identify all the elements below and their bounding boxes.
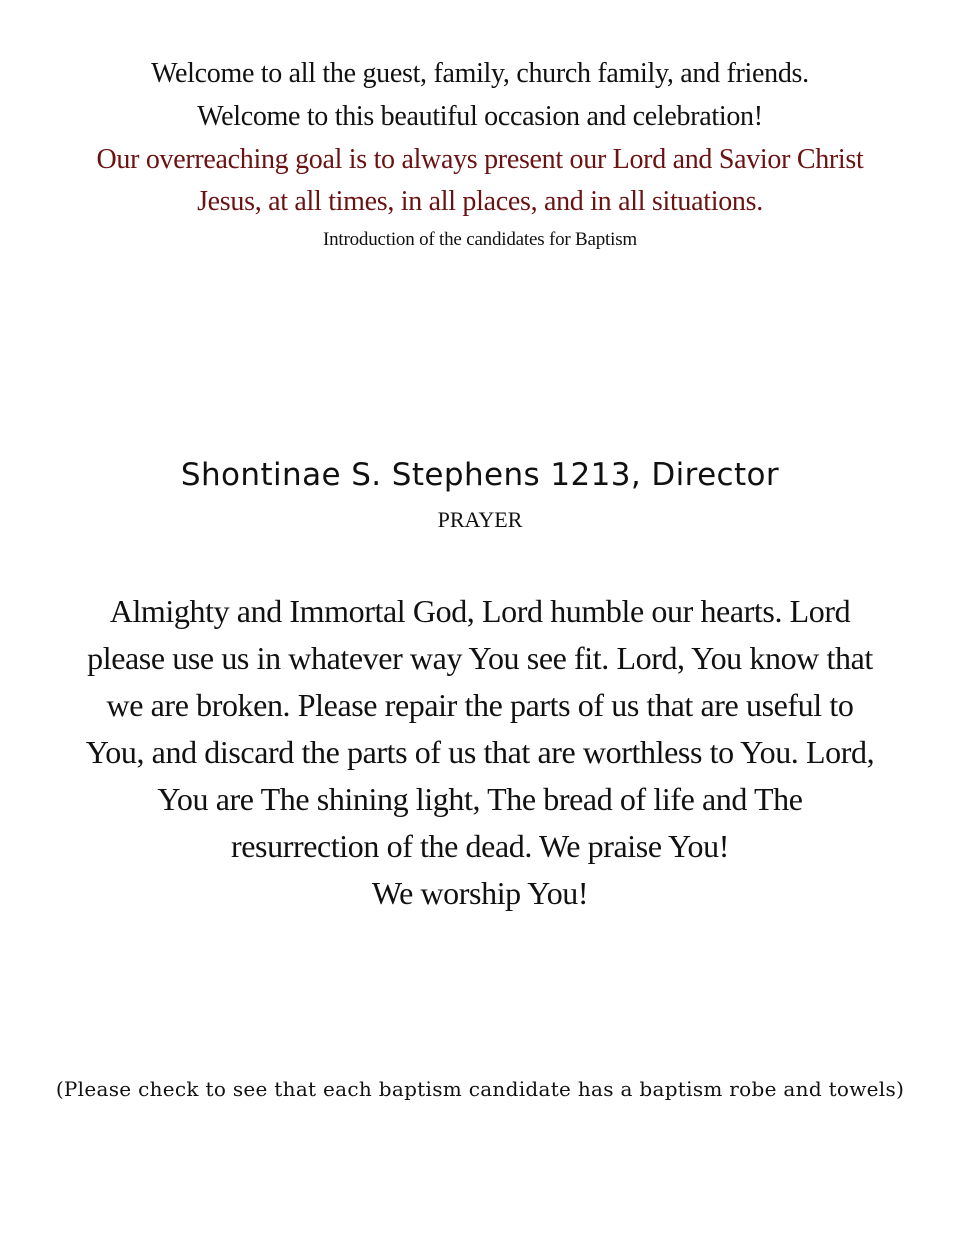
robe-towel-note: (Please check to see that each baptism candidate has a baptism robe and towels) — [55, 1077, 905, 1101]
prayer-line-5: You are The shining light, The bread of life and The — [157, 781, 803, 817]
introduction-heading: Introduction of the candidates for Baptism — [323, 229, 637, 250]
goal-line-2: Jesus, at all times, in all places, and in all situations. — [197, 186, 763, 217]
prayer-line-7: We worship You! — [371, 875, 589, 911]
prayer-line-6: resurrection of the dead. We praise You! — [230, 828, 730, 864]
prayer-line-3: we are broken. Please repair the parts of us that are useful to — [106, 687, 854, 723]
goal-line-1: Our overreaching goal is to always present our Lord and Savior Christ — [96, 144, 864, 175]
prayer-line-2: please use us in whatever way You see fit. Lord, You know that — [87, 640, 873, 676]
welcome-line-1: Welcome to all the guest, family, church family, and friends. — [151, 58, 809, 89]
welcome-line-2: Welcome to this beautiful occasion and celebration! — [197, 101, 763, 132]
prayer-heading: PRAYER — [437, 507, 523, 532]
prayer-line-1: Almighty and Immortal God, Lord humble our hearts. Lord — [109, 593, 851, 629]
prayer-line-4: You, and discard the parts of us that are worthless to You. Lord, — [85, 734, 875, 770]
director-name: Shontinae S. Stephens 1213, Director — [180, 457, 780, 493]
